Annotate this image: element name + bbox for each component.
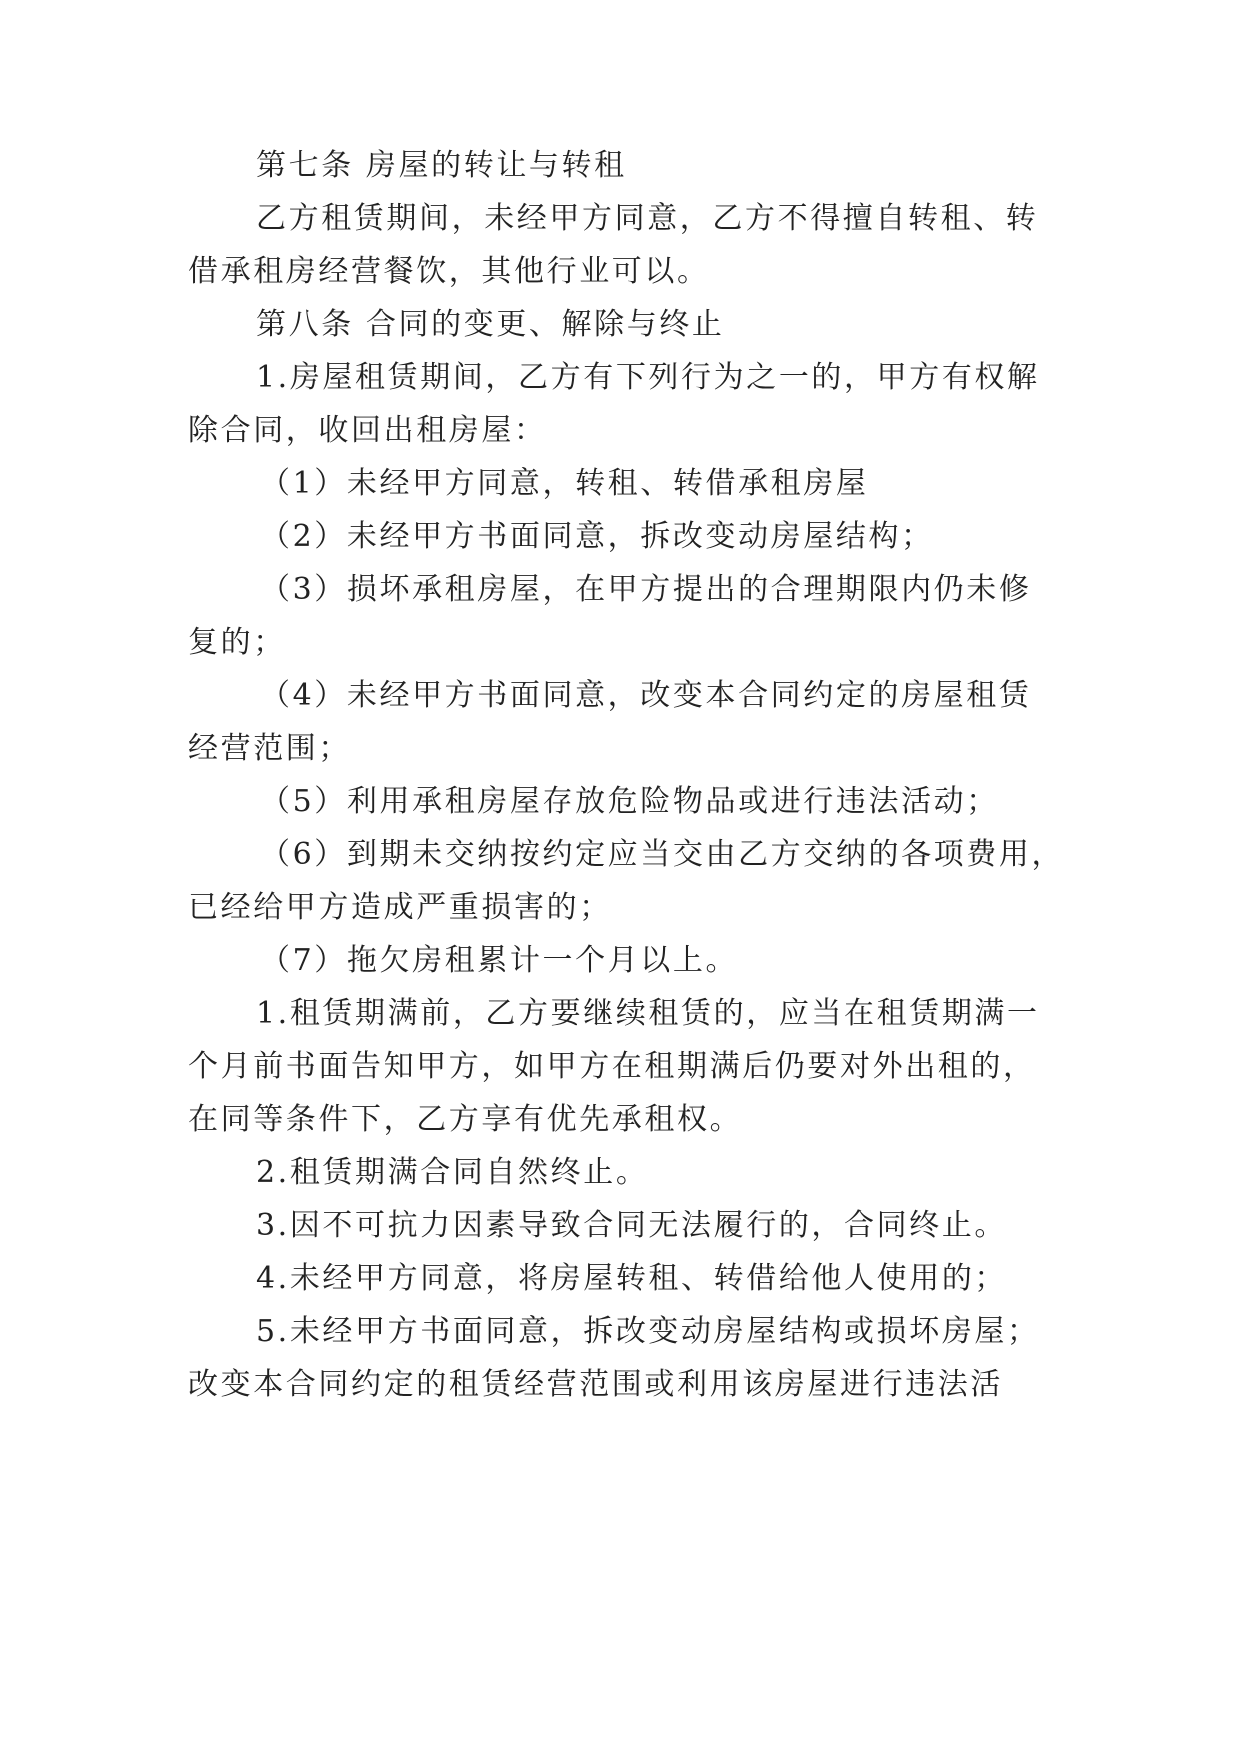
paragraph-line: 1.房屋租赁期间，乙方有下列行为之一的，甲方有权解 [256,360,1040,395]
article-8-heading: 第八条 合同的变更、解除与终止 [256,307,725,342]
list-item-continuation: 已经给甲方造成严重损害的； [188,890,612,925]
list-item-continuation: 经营范围； [188,731,351,766]
list-item: （3）损坏承租房屋，在甲方提出的合理期限内仍未修 [260,572,1032,607]
list-item: （4）未经甲方书面同意，改变本合同约定的房屋租赁 [260,678,1032,713]
paragraph-line: 5.未经甲方书面同意，拆改变动房屋结构或损坏房屋； [256,1314,1040,1349]
paragraph-line: 2.租赁期满合同自然终止。 [256,1155,649,1190]
paragraph-line: 改变本合同约定的租赁经营范围或利用该房屋进行违法活 [188,1367,1003,1402]
list-item: （1）未经甲方同意，转租、转借承租房屋 [260,466,869,501]
paragraph-line: 借承租房经营餐饮，其他行业可以。 [188,254,710,289]
list-item: （5）利用承租房屋存放危险物品或进行违法活动； [260,784,999,819]
paragraph-line: 1.租赁期满前，乙方要继续租赁的，应当在租赁期满一 [256,996,1040,1031]
paragraph-line: 乙方租赁期间，未经甲方同意，乙方不得擅自转租、转 [256,201,1039,236]
paragraph-line: 3.因不可抗力因素导致合同无法履行的，合同终止。 [256,1208,1008,1243]
list-item-continuation: 复的； [188,625,286,660]
list-item: （7）拖欠房租累计一个月以上。 [260,943,739,978]
paragraph-line: 个月前书面告知甲方，如甲方在租期满后仍要对外出租的， [188,1049,1036,1084]
paragraph-line: 在同等条件下，乙方享有优先承租权。 [188,1102,743,1137]
article-7-heading: 第七条 房屋的转让与转租 [256,148,627,183]
list-item: （2）未经甲方书面同意，拆改变动房屋结构； [260,519,934,554]
paragraph-line: 除合同，收回出租房屋： [188,413,547,448]
paragraph-line: 4.未经甲方同意，将房屋转租、转借给他人使用的； [256,1261,1008,1296]
list-item: （6）到期未交纳按约定应当交由乙方交纳的各项费用， [260,837,1065,872]
